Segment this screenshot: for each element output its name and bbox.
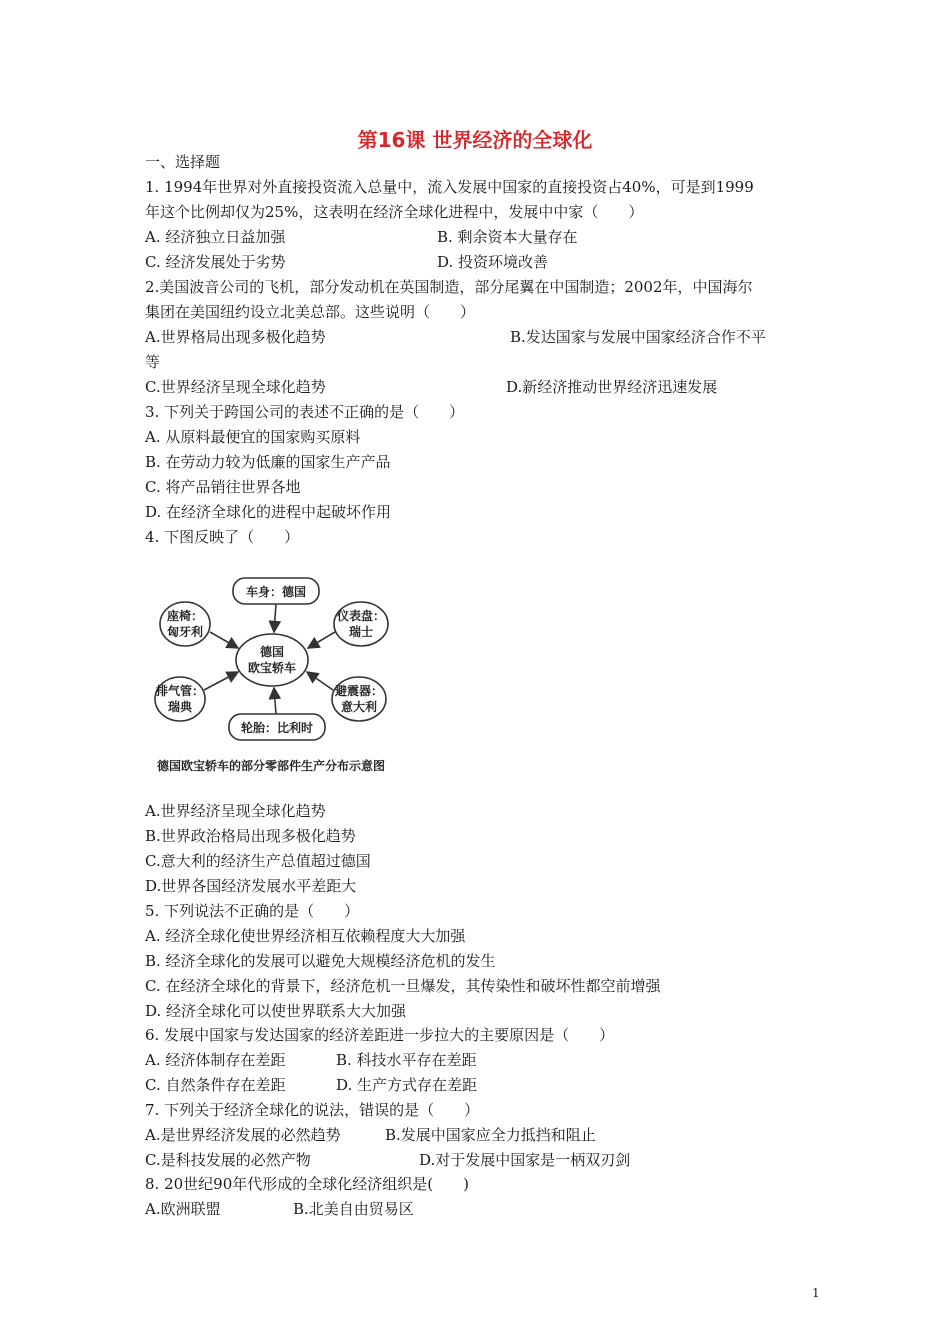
bottom-label: 轮胎：比利时: [240, 721, 314, 735]
q3-option-a: A. 从原料最便宜的国家购买原料: [145, 428, 361, 446]
lower-right-label-2: 意大利: [340, 700, 378, 714]
q1-stem-line1: 1. 1994年世界对外直接投资流入总量中，流入发展中国家的直接投资占40%，可是到1999: [145, 178, 754, 196]
q2-option-b: B.发达国家与发展中国家经济合作不平: [510, 328, 766, 346]
arrow-upper-left: [210, 632, 238, 648]
q7-stem: 7. 下列关于经济全球化的说法，错误的是（ ）: [145, 1101, 480, 1119]
q1-option-d: D. 投资环境改善: [437, 253, 549, 271]
q8-option-b: B.北美自由贸易区: [293, 1200, 414, 1218]
q2-stem-line2: 集团在美国纽约设立北美总部。这些说明（ ）: [145, 303, 476, 321]
center-node: [236, 634, 308, 686]
upper-right-label-1: 仪表盘：: [336, 609, 386, 623]
q5-stem: 5. 下列说法不正确的是（ ）: [145, 902, 360, 920]
q7-option-d: D.对于发展中国家是一柄双刃剑: [419, 1151, 631, 1169]
upper-left-label-2: 匈牙利: [166, 625, 204, 639]
page-title: 第16课 世界经济的全球化: [357, 128, 593, 152]
diagram-caption: 德国欧宝轿车的部分零部件生产分布示意图: [156, 759, 386, 773]
q7-option-b: B.发展中国家应全力抵挡和阻止: [385, 1126, 596, 1144]
q6-option-c: C. 自然条件存在差距: [145, 1076, 286, 1094]
q1-stem-line2: 年这个比例却仅为25%，这表明在经济全球化进程中，发展中中家（ ）: [145, 203, 644, 221]
top-label: 车身：德国: [245, 585, 307, 599]
center-label-1: 德国: [259, 645, 285, 659]
q1-option-b: B. 剩余资本大量存在: [437, 228, 578, 246]
arrow-lower-right: [307, 672, 333, 690]
section-heading: 一、选择题: [145, 153, 221, 171]
q3-option-b: B. 在劳动力较为低廉的国家生产产品: [145, 453, 391, 471]
q4-option-d: D.世界各国经济发展水平差距大: [145, 877, 357, 895]
q4-stem: 4. 下图反映了（ ）: [145, 528, 300, 546]
q4-option-c: C.意大利的经济生产总值超过德国: [145, 852, 371, 870]
page-number: 1: [812, 1286, 820, 1300]
q6-option-a: A. 经济体制存在差距: [145, 1051, 286, 1069]
q1-option-a: A. 经济独立日益加强: [145, 228, 286, 246]
q5-option-b: B. 经济全球化的发展可以避免大规模经济危机的发生: [145, 952, 496, 970]
q3-option-c: C. 将产品销往世界各地: [145, 478, 301, 496]
q2-option-c: C.世界经济呈现全球化趋势: [145, 378, 326, 396]
q2-option-a: A.世界格局出现多极化趋势: [145, 328, 326, 346]
q4-option-a: A.世界经济呈现全球化趋势: [145, 802, 326, 820]
q6-option-b: B. 科技水平存在差距: [336, 1051, 477, 1069]
arrow-top: [274, 604, 276, 632]
q2-stem-line1: 2.美国波音公司的飞机，部分发动机在英国制造，部分尾翼在中国制造；2002年，中国海尔: [145, 278, 753, 296]
lower-left-label-2: 瑞典: [167, 700, 193, 714]
q7-option-c: C.是科技发展的必然产物: [145, 1151, 311, 1169]
q2-option-b-cont: 等: [145, 353, 161, 371]
upper-right-label-2: 瑞士: [348, 625, 374, 639]
lower-right-label-1: 避震器：: [334, 684, 384, 698]
upper-left-label-1: 座椅：: [166, 609, 204, 623]
q8-stem: 8. 20世纪90年代形成的全球化经济组织是( ): [145, 1175, 469, 1193]
q7-option-a: A.是世界经济发展的必然趋势: [145, 1126, 341, 1144]
q2-option-d: D.新经济推动世界经济迅速发展: [506, 378, 718, 396]
q8-option-a: A.欧洲联盟: [145, 1200, 221, 1218]
arrow-bottom: [274, 688, 276, 714]
q4-option-b: B.世界政治格局出现多极化趋势: [145, 827, 356, 845]
q1-option-c: C. 经济发展处于劣势: [145, 253, 286, 271]
q5-option-c: C. 在经济全球化的背景下，经济危机一旦爆发，其传染性和破坏性都空前增强: [145, 977, 661, 995]
q6-option-d: D. 生产方式存在差距: [336, 1076, 478, 1094]
lower-left-label-1: 排气管：: [155, 684, 205, 698]
q5-option-d: D. 经济全球化可以使世界联系大大加强: [145, 1002, 407, 1020]
arrow-upper-right: [308, 632, 335, 648]
center-label-2: 欧宝轿车: [247, 661, 297, 675]
q5-option-a: A. 经济全球化使世界经济相互依赖程度大大加强: [145, 927, 466, 945]
opel-parts-diagram: [138, 568, 408, 784]
arrow-lower-left: [204, 672, 238, 690]
q6-stem: 6. 发展中国家与发达国家的经济差距进一步拉大的主要原因是（ ）: [145, 1026, 615, 1044]
q3-stem: 3. 下列关于跨国公司的表述不正确的是（ ）: [145, 403, 465, 421]
q3-option-d: D. 在经济全球化的进程中起破坏作用: [145, 503, 392, 521]
